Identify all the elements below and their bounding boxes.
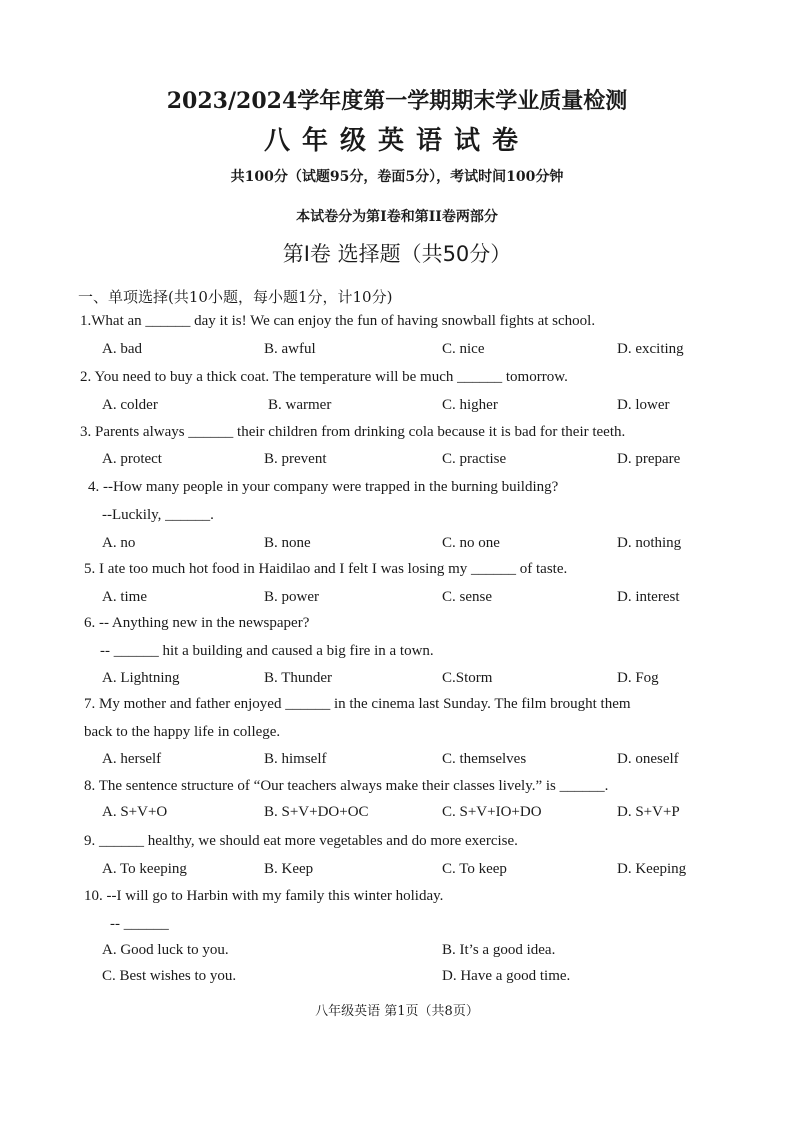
question-6-stem-line2: -- ______ hit a building and caused a big fire in a town. bbox=[100, 643, 434, 659]
question-10-option-a: A. Good luck to you. bbox=[102, 942, 229, 958]
question-8-option-d: D. S+V+P bbox=[617, 804, 680, 820]
question-10-option-b: B. It’s a good idea. bbox=[442, 942, 556, 958]
question-7-option-c: C. themselves bbox=[442, 751, 527, 767]
question-5-option-c: C. sense bbox=[442, 589, 492, 605]
score-info: 共100分（试题95分，卷面5分），考试时间100分钟 bbox=[230, 169, 564, 185]
question-6-option-c: C.Storm bbox=[442, 670, 493, 686]
question-4-option-d: D. nothing bbox=[617, 535, 682, 551]
question-10-stem-line2: -- ______ bbox=[110, 916, 169, 932]
question-7-option-d: D. oneself bbox=[617, 751, 679, 767]
question-4-option-b: B. none bbox=[264, 535, 311, 551]
question-1-option-c: C. nice bbox=[442, 341, 485, 357]
question-7-stem: 7. My mother and father enjoyed ______ in the cinema last Sunday. The film brought them bbox=[84, 696, 631, 712]
question-2-option-c: C. higher bbox=[442, 397, 498, 413]
question-4-option-a: A. no bbox=[102, 535, 136, 551]
question-2-option-a: A. colder bbox=[102, 397, 158, 413]
question-2-option-b: B. warmer bbox=[268, 397, 332, 413]
question-6-option-b: B. Thunder bbox=[264, 670, 333, 686]
question-6-option-a: A. Lightning bbox=[102, 670, 180, 686]
question-7-option-b: B. himself bbox=[264, 751, 327, 767]
exam-title: 2023/2024学年度第一学期期末学业质量检测 bbox=[166, 88, 628, 114]
question-3-option-c: C. practise bbox=[442, 451, 507, 467]
section-heading: 一、单项选择(共10小题，每小题1分，计10分) bbox=[78, 288, 393, 306]
question-1-option-a: A. bad bbox=[102, 341, 142, 357]
question-10-option-d: D. Have a good time. bbox=[442, 968, 571, 984]
question-8-option-c: C. S+V+IO+DO bbox=[442, 804, 542, 820]
question-5-option-d: D. interest bbox=[617, 589, 680, 605]
question-1-stem: 1.What an ______ day it is! We can enjoy the fun of having snowball fights at school. bbox=[80, 313, 596, 329]
question-9-stem: 9. ______ healthy, we should eat more vegetables and do more exercise. bbox=[84, 833, 518, 849]
question-2-stem: 2. You need to buy a thick coat. The temperature will be much ______ tomorrow. bbox=[80, 369, 568, 385]
question-5-stem: 5. I ate too much hot food in Haidilao and I felt I was losing my ______ of taste. bbox=[84, 561, 568, 577]
page-footer: 八年级英语 第1页（共8页） bbox=[315, 1004, 479, 1019]
question-5-option-b: B. power bbox=[264, 589, 319, 605]
question-7-stem-line2: back to the happy life in college. bbox=[84, 724, 281, 740]
question-9-option-a: A. To keeping bbox=[102, 861, 187, 877]
question-10-option-c: C. Best wishes to you. bbox=[102, 968, 237, 984]
question-5-option-a: A. time bbox=[102, 589, 147, 605]
question-2-option-d: D. lower bbox=[617, 397, 670, 413]
question-3-option-a: A. protect bbox=[102, 451, 162, 467]
part1-title: 第I卷 选择题（共50分） bbox=[282, 242, 512, 266]
question-7-option-a: A. herself bbox=[102, 751, 162, 767]
question-4-stem-line2: --Luckily, ______. bbox=[102, 507, 214, 523]
question-8-stem: 8. The sentence structure of “Our teachers always make their classes lively.” is ______. bbox=[84, 778, 609, 794]
question-9-option-d: D. Keeping bbox=[617, 861, 687, 877]
question-10-stem: 10. --I will go to Harbin with my family this winter holiday. bbox=[84, 888, 444, 904]
question-4-stem: 4. --How many people in your company were trapped in the burning building? bbox=[88, 479, 559, 495]
parts-info: 本试卷分为第I卷和第II卷两部分 bbox=[296, 209, 498, 225]
question-9-option-b: B. Keep bbox=[264, 861, 314, 877]
exam-subtitle: 八年级英语试卷 bbox=[263, 126, 530, 156]
question-6-stem: 6. -- Anything new in the newspaper? bbox=[84, 615, 310, 631]
question-1-option-d: D. exciting bbox=[617, 341, 684, 357]
question-8-option-b: B. S+V+DO+OC bbox=[264, 804, 369, 820]
question-4-option-c: C. no one bbox=[442, 535, 500, 551]
question-3-stem: 3. Parents always ______ their children from drinking cola because it is bad for their teeth. bbox=[80, 424, 626, 440]
question-3-option-b: B. prevent bbox=[264, 451, 327, 467]
question-6-option-d: D. Fog bbox=[617, 670, 659, 686]
question-1-option-b: B. awful bbox=[264, 341, 316, 357]
question-8-option-a: A. S+V+O bbox=[102, 804, 168, 820]
question-9-option-c: C. To keep bbox=[442, 861, 507, 877]
question-3-option-d: D. prepare bbox=[617, 451, 681, 467]
